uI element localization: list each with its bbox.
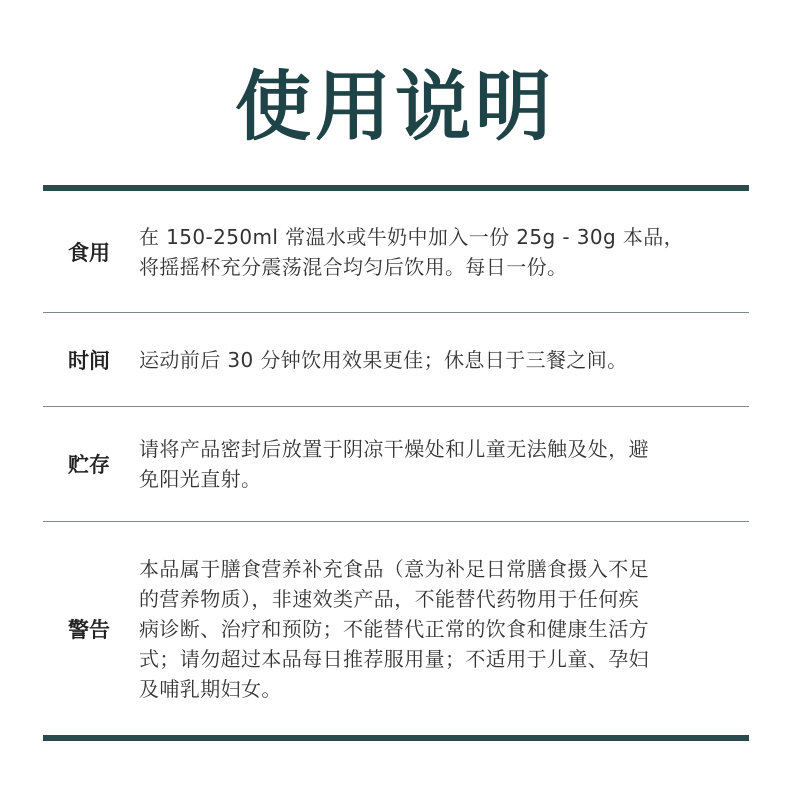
top-divider — [43, 185, 749, 191]
warning-line: 式；请勿超过本品每日推荐服用量；不适用于儿童、孕妇 — [139, 646, 649, 671]
storage-text — [139, 434, 735, 494]
storage-row — [43, 407, 749, 521]
usage-line: 在 150-250ml 常温水或牛奶中加入一份 25g - 30g 本品， — [139, 225, 685, 249]
warning-line: 的营养物质），非速效类产品，不能替代药物用于任何疾 — [139, 586, 639, 611]
page-title: 使用说明 — [235, 62, 555, 151]
warning-text — [139, 554, 735, 704]
time-line: 运动前后 30 分钟饮用效果更佳；休息日于三餐之间。 — [139, 347, 628, 372]
warning-line: 病诊断、治疗和预防；不能替代正常的饮食和健康生活方 — [139, 616, 649, 641]
storage-line: 免阳光直射。 — [139, 467, 262, 491]
time-label: 时间 — [68, 348, 110, 373]
bottom-divider — [43, 735, 749, 741]
usage-row — [43, 192, 749, 312]
time-text — [139, 345, 735, 375]
warning-line: 及哺乳期妇女。 — [139, 676, 282, 701]
usage-text — [139, 222, 735, 282]
time-row — [43, 313, 749, 406]
warning-label: 警告 — [68, 617, 110, 642]
storage-line: 请将产品密封后放置于阴凉干燥处和儿童无法触及处，避 — [139, 437, 649, 461]
warning-row — [43, 522, 749, 735]
storage-label: 贮存 — [68, 453, 110, 477]
usage-line: 将摇摇杯充分震荡混合均匀后饮用。每日一份。 — [139, 255, 568, 279]
usage-label: 食用 — [68, 241, 110, 265]
warning-line: 本品属于膳食营养补充食品（意为补足日常膳食摄入不足 — [139, 556, 649, 581]
